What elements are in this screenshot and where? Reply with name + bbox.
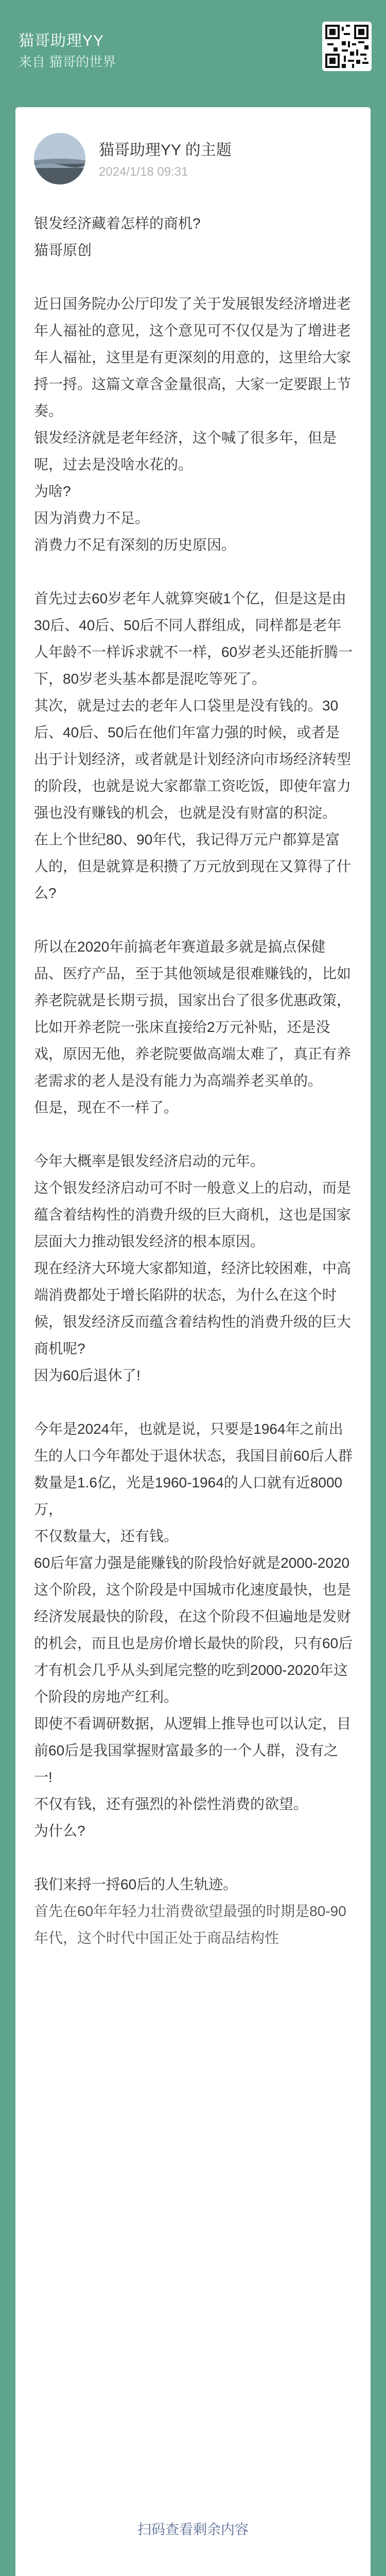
post-paragraph: 今年是2024年，也就是说，只要是1964年之前出生的人口今年都处于退休状态，我国目前60后人群数量是1.6亿，光是1960-1964的人口就有近8000万， [34, 1421, 353, 1517]
post-paragraph: 今年大概率是银发经济启动的元年。 [34, 1153, 265, 1169]
top-qr-code[interactable] [322, 22, 372, 71]
post-title: 猫哥助理YY 的主题 [99, 142, 232, 159]
landscape-avatar-icon [34, 133, 85, 184]
post-paragraph: 其次，就是过去的老年人口袋里是没有钱的。30后、40后、50后在他们年富力强的时候，或者是出于计划经济，或者就是计划经济向市场经济转型的阶段，也就是说大家都靠工资吃饭，即使年富力强也没有赚钱的机会，也就是没有财富的积淀。 [34, 698, 352, 821]
post-time: 2024/1/18 09:31 [99, 165, 188, 179]
content-fade-overlay [15, 2410, 371, 2518]
post-paragraph: 现在经济大环境大家都知道，经济比较困难，中高端消费都处于增长陷阱的状态，为什么在这个时候，银发经济反而蕴含着结构性的消费升级的巨大商机呢? [34, 1260, 352, 1357]
paragraph-gap [34, 1844, 353, 1871]
post-paragraph: 因为60后退休了! [34, 1367, 141, 1383]
post-paragraph: 首先过去60岁老年人就算突破1个亿，但是这是由30后、40后、50后不同人群组成，同样都是老年人年龄不一样诉求就不一样，60岁老头还能折腾一下，80岁老头基本都是混吃等死了。 [34, 590, 353, 687]
post-paragraph: 为啥? [34, 483, 71, 499]
post-paragraph: 我们来捋一捋60后的人生轨迹。 [34, 1876, 238, 1892]
author-avatar[interactable] [34, 133, 85, 184]
qr-icon [325, 25, 369, 68]
post-paragraph: 不仅有钱，还有强烈的补偿性消费的欲望。 [34, 1796, 308, 1812]
paragraph-gap [34, 1389, 353, 1416]
post-paragraph: 银发经济就是老年经济，这个喊了很多年，但是呢，过去是没啥水花的。 [34, 430, 337, 472]
post-paragraph: 不仅数量大，还有钱。 [34, 1528, 179, 1544]
group-source: 来自 猫哥的世界 [19, 54, 116, 70]
post-paragraph: 即使不看调研数据，从逻辑上推导也可以认定，目前60后是我国掌握财富最多的一个人群，没有之一! [34, 1716, 352, 1785]
post-paragraph: 这个银发经济启动可不时一般意义上的启动，而是蕴含着结构性的消费升级的巨大商机，这也是国家层面大力推动银发经济的根本原因。 [34, 1180, 352, 1249]
post-paragraph: 银发经济藏着怎样的商机? [34, 215, 201, 231]
post-paragraph: 近日国务院办公厅印发了关于发展银发经济增进老年人福祉的意见，这个意见可不仅仅是为了增进老年人福祉，这里是有更深刻的用意的，这里给大家捋一捋。这篇文章含金量很高，大家一定要跟上节奏。 [34, 296, 352, 419]
group-owner-name: 猫哥助理YY [19, 32, 104, 49]
footer-card [15, 2566, 371, 2576]
header [0, 0, 386, 95]
post-paragraph: 60后年富力强是能赚钱的阶段恰好就是2000-2020这个阶段，这个阶段是中国城市化速度最快，也是经济发展最快的阶段，在这个阶段不但遍地是发财的机会，而且也是房价增长最快的阶段，只有60后才有机会几乎从头到尾完整的吃到2000-2020年这个阶段的房地产红利。 [34, 1555, 353, 1705]
post-paragraph: 猫哥原创 [34, 242, 92, 258]
post-author [34, 133, 353, 190]
post-paragraph: 所以在2020年前搞老年赛道最多就是搞点保健品、医疗产品，至于其他领域是很难赚钱的，比如养老院就是长期亏损，国家出台了很多优惠政策，比如开养老院一张床直接给2万元补贴，还是没戏，原因无他，养老院要做高端太难了，真正有养老需求的老人是没有能力为高端养老买单的。 [34, 939, 352, 1089]
post-body [34, 210, 353, 1952]
post-paragraph: 因为消费力不足。 [34, 510, 150, 526]
paragraph-gap [34, 264, 353, 291]
post-paragraph: 但是，现在不一样了。 [34, 1099, 179, 1115]
post-paragraph: 为什么? [34, 1823, 85, 1839]
paragraph-gap [34, 558, 353, 585]
scan-more-link[interactable]: 扫码查看剩余内容 [137, 2522, 249, 2537]
post-paragraph: 首先在60年年轻力壮消费欲望最强的时期是80-90年代，这个时代中国正处于商品结构性 [34, 1903, 346, 1946]
paragraph-gap [34, 1121, 353, 1148]
post-paragraph: 在上个世纪80、90年代，我记得万元户都算是富人的，但是就算是积攒了万元放到现在又算得了什么? [34, 832, 352, 901]
post-paragraph: 消费力不足有深刻的历史原因。 [34, 537, 236, 553]
paragraph-gap [34, 907, 353, 934]
post-card [15, 107, 371, 2576]
